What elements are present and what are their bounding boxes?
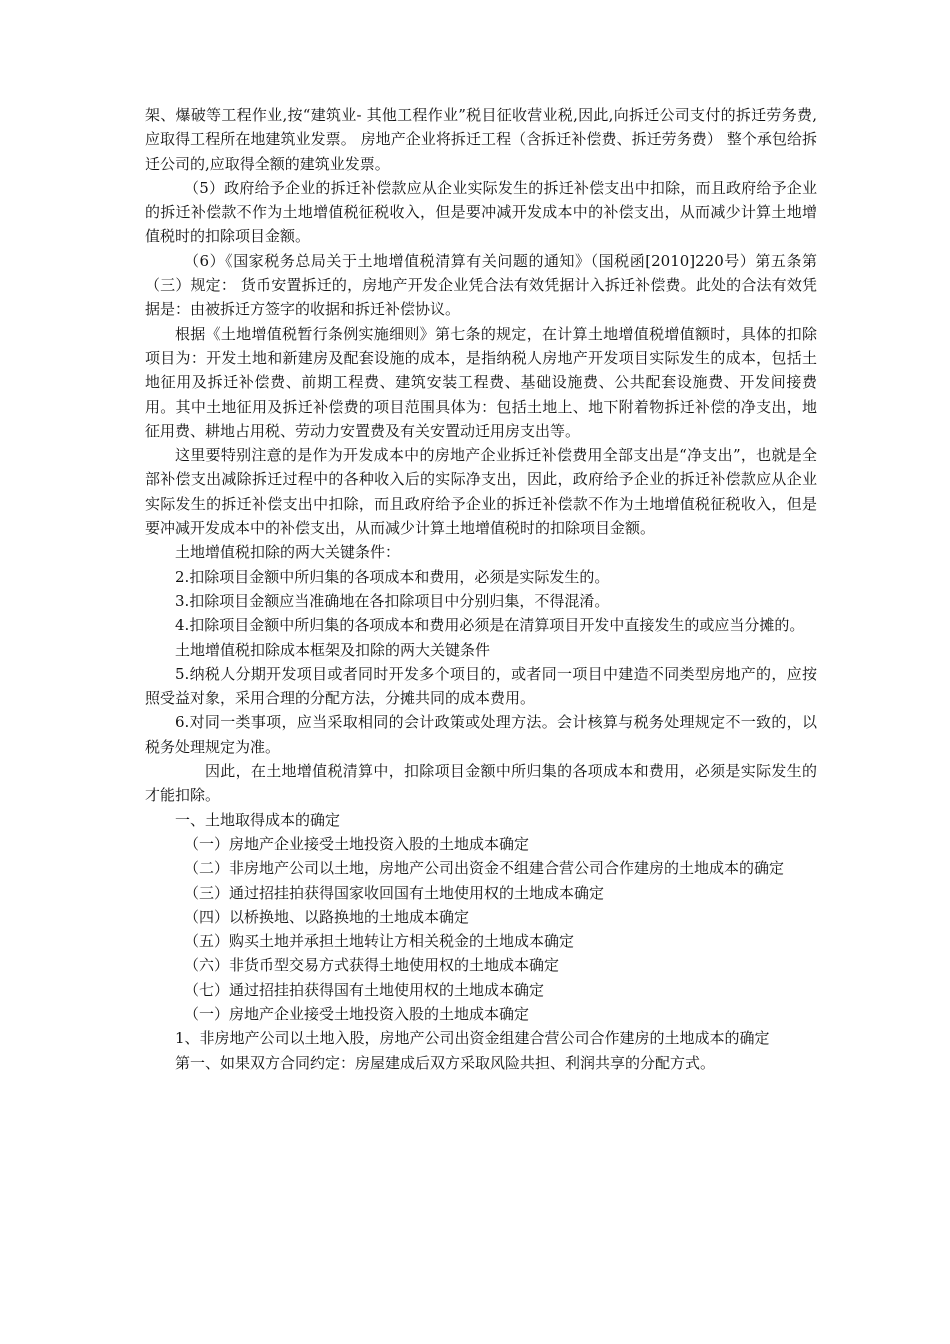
paragraph: 这里要特别注意的是作为开发成本中的房地产企业拆迁补偿费用全部支出是“净支出”，也就是全部补偿支出减除拆迁过程中的各种收入后的实际净支出，因此，政府给予企业的拆迁补偿款应从企业实际发生的拆迁补偿支出中扣除，而且政府给予企业的拆迁补偿款不作为土地增值税征税收入，但是要冲减开发成本中的补偿支出，从而减少计算土地增值税时的扣除项目金额。 [145,446,817,538]
paragraph: 土地增值税扣除的两大关键条件： [175,543,401,562]
list-item: （二）非房地产公司以土地，房地产公司出资金不组建合营公司合作建房的土地成本的确定 [184,859,785,878]
list-item: 6.对同一类事项，应当采取相同的会计政策或处理方法。会计核算与税务处理规定不一致的，以税务处理规定为准。 [145,713,817,756]
paragraph: 根据《土地增值税暂行条例实施细则》第七条的规定，在计算土地增值税增值额时，具体的扣除项目为：开发土地和新建房及配套设施的成本，是指纳税人房地产开发项目实际发生的成本，包括土地征用及拆迁补偿费、前期工程费、建筑安装工程费、基础设施费、公共配套设施费、开发间接费用。其中土地征用及拆迁补偿费的项目范围具体为：包括土地上、地下附着物拆迁补偿的净支出，地征用费、耕地占用税、劳动力安置费及有关安置动迁用房支出等。 [145,324,817,440]
list-item: （一）房地产企业接受土地投资入股的土地成本确定 [184,834,530,853]
section-heading: 一、土地取得成本的确定 [175,810,341,829]
document-body [145,103,817,1075]
paragraph: （6）《国家税务总局关于土地增值税清算有关问题的通知》（国税函[2010]220号）第五条第（三）规定： 货币安置拆迁的，房地产开发企业凭合法有效凭据计入拆迁补偿费。此处的合法有效凭据是：由被拆迁方签字的收据和拆迁补偿协议。 [145,251,817,319]
list-item: 3.扣除项目金额应当准确地在各扣除项目中分别归集，不得混淆。 [175,591,610,610]
list-item: （三）通过招挂拍获得国家收回国有土地使用权的土地成本确定 [184,883,605,902]
list-item: （七）通过招挂拍获得国有土地使用权的土地成本确定 [184,980,545,999]
paragraph: 土地增值税扣除成本框架及扣除的两大关键条件 [175,640,491,659]
list-item: 4.扣除项目金额中所归集的各项成本和费用必须是在清算项目开发中直接发生的或应当分摊的。 [175,616,805,635]
list-item: 5.纳税人分期开发项目或者同时开发多个项目的，或者同一项目中建造不同类型房地产的，应按照受益对象，采用合理的分配方法，分摊共同的成本费用。 [145,664,817,708]
paragraph: （5）政府给予企业的拆迁补偿款应从企业实际发生的拆迁补偿支出中扣除，而且政府给予企业的拆迁补偿款不作为土地增值税征税收入，但是要冲减开发成本中的补偿支出，从而减少计算土地增值税时的扣除项目金额。 [145,178,817,246]
list-item: （六）非货币型交易方式获得土地使用权的土地成本确定 [184,956,560,975]
paragraph: 第一、如果双方合同约定：房屋建成后双方采取风险共担、利润共享的分配方式。 [175,1053,716,1072]
list-item: （五）购买土地并承担土地转让方相关税金的土地成本确定 [184,932,575,951]
list-item: （一）房地产企业接受土地投资入股的土地成本确定 [184,1004,530,1023]
list-item: （四）以桥换地、以路换地的土地成本确定 [184,907,470,926]
paragraph: 1、非房地产公司以土地入股，房地产公司出资金组建合营公司合作建房的土地成本的确定 [175,1029,770,1048]
paragraph: 因此，在土地增值税清算中，扣除项目金额中所归集的各项成本和费用，必须是实际发生的才能扣除。 [145,762,817,805]
paragraph: 架、爆破等工程作业,按“建筑业- 其他工程作业”税目征收营业税,因此,向拆迁公司支付的拆迁劳务费,应取得工程所在地建筑业发票。 房地产企业将拆迁工程（含拆迁补偿费、拆迁劳务费） 整个承包给拆迁公司的,应取得全额的建筑业发票。 [145,106,817,173]
list-item: 2.扣除项目金额中所归集的各项成本和费用，必须是实际发生的。 [175,567,610,586]
